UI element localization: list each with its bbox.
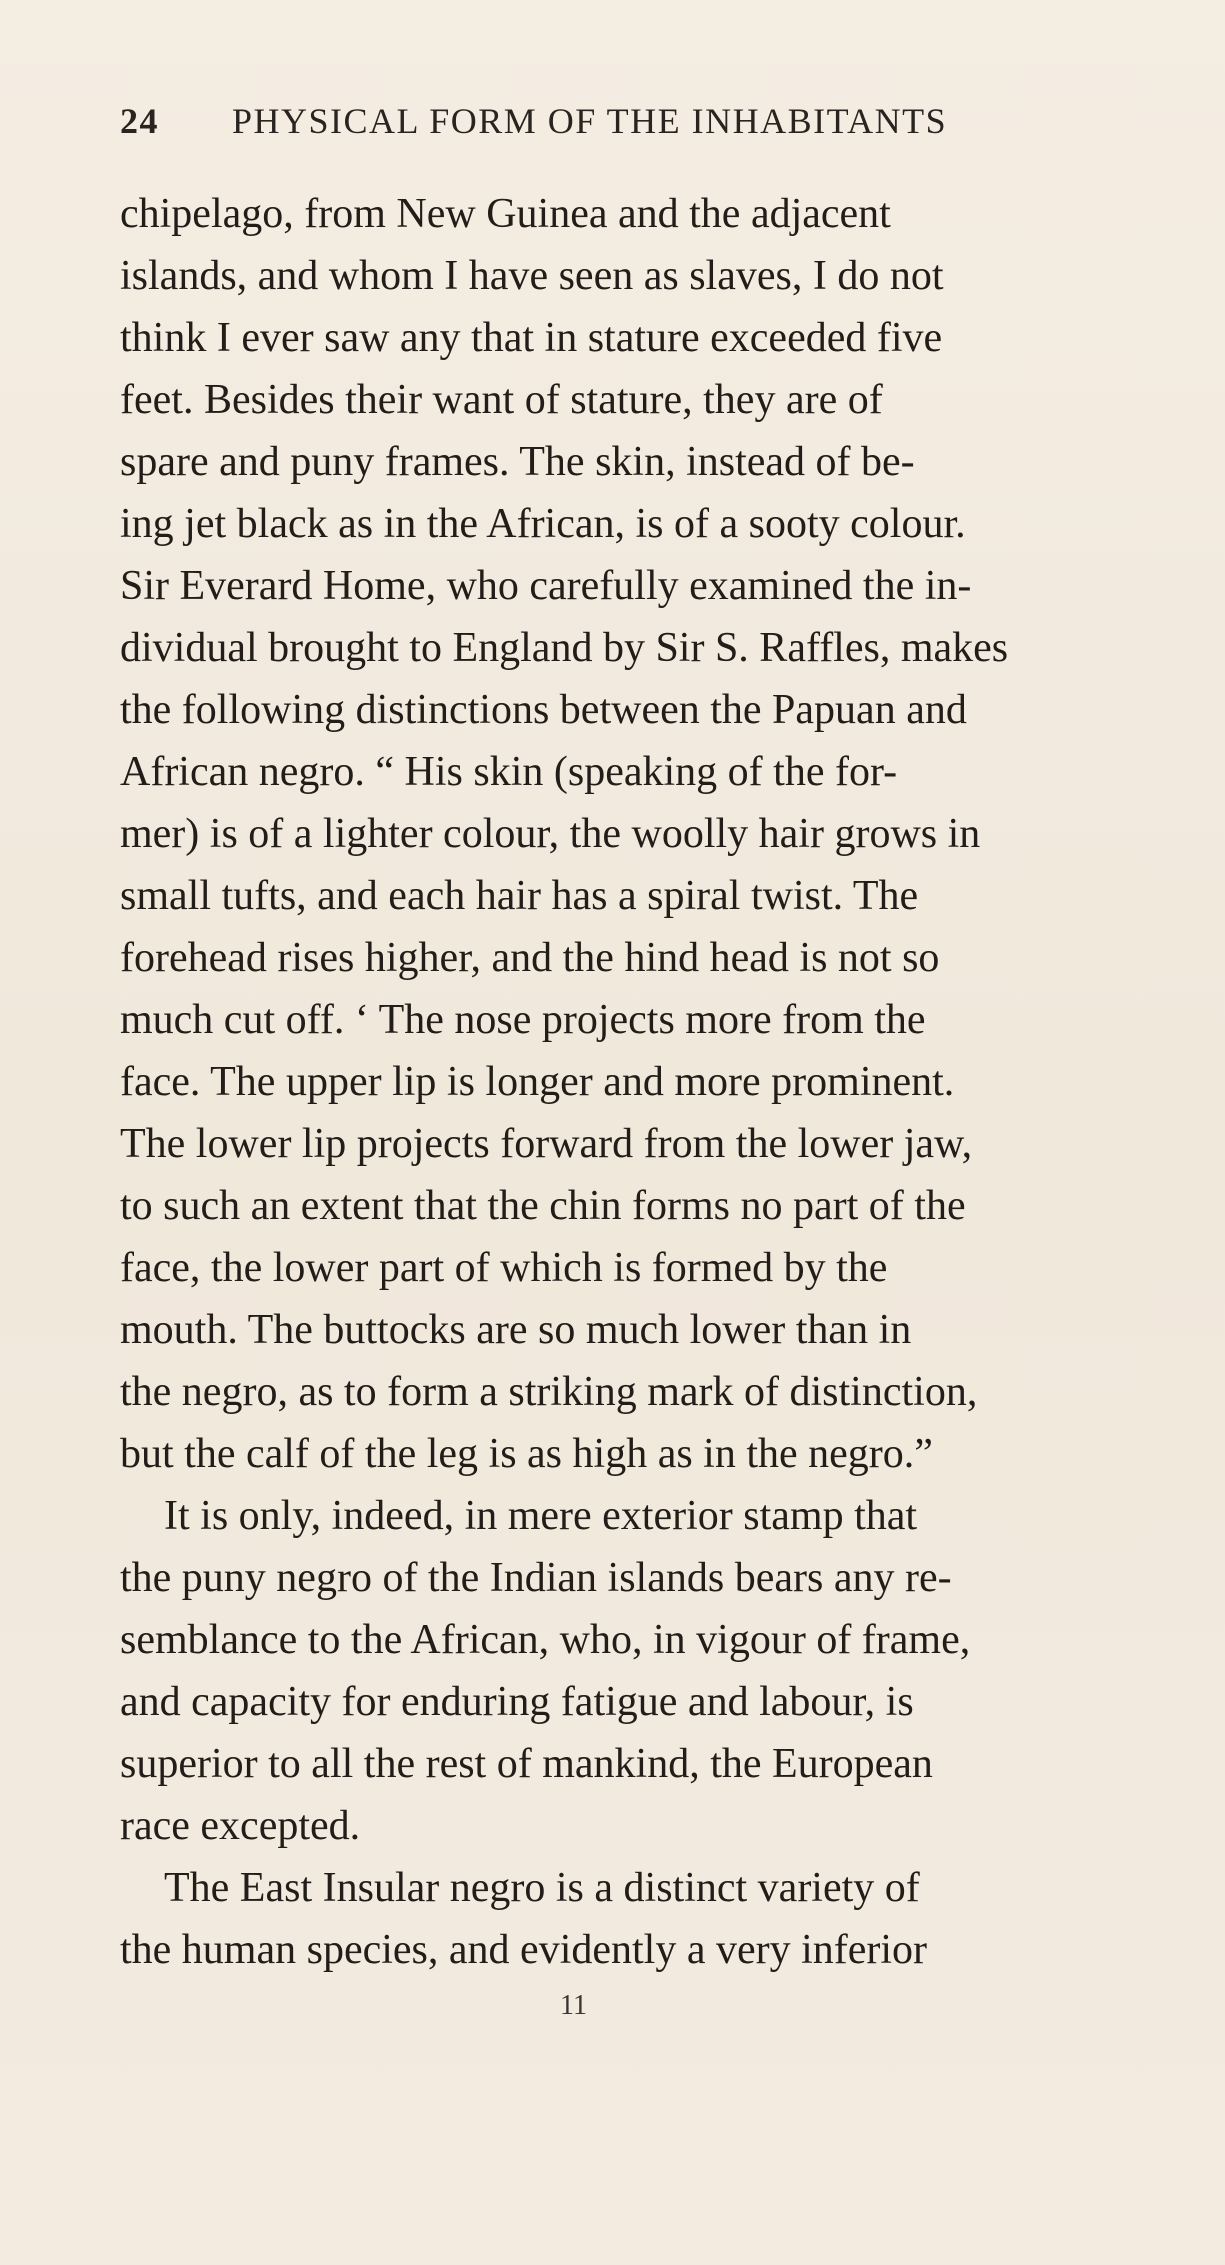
text-line: race excepted. [120, 1803, 361, 1849]
text-line: but the calf of the leg is as high as in the negro.” [120, 1431, 933, 1477]
text-line: the negro, as to form a striking mark of distinction, [120, 1369, 978, 1415]
text-line: spare and puny frames. The skin, instead of be- [120, 439, 915, 485]
text-line: mouth. The buttocks are so much lower than in [120, 1307, 912, 1353]
text-line: the following distinctions between the Papuan and [120, 687, 967, 733]
text-line: mer) is of a lighter colour, the woolly hair grows in [120, 811, 981, 857]
text-line: small tufts, and each hair has a spiral twist. The [120, 873, 919, 919]
text-line: to such an extent that the chin forms no part of the [120, 1183, 966, 1229]
text-line: Sir Everard Home, who carefully examined the in- [120, 563, 972, 609]
running-title: PHYSICAL FORM OF THE INHABITANTS [232, 101, 948, 141]
text-line: dividual brought to England by Sir S. Raffles, makes [120, 625, 1009, 671]
text-line: islands, and whom I have seen as slaves, I do not [120, 253, 944, 299]
text-line: think I ever saw any that in stature exceeded five [120, 315, 943, 361]
text-line: forehead rises higher, and the hind head is not so [120, 935, 940, 981]
text-line: It is only, indeed, in mere exterior stamp that [164, 1493, 918, 1539]
running-head [120, 100, 1120, 150]
text-line: face. The upper lip is longer and more prominent. [120, 1059, 955, 1105]
text-line: The East Insular negro is a distinct variety of [164, 1865, 920, 1911]
text-line: chipelago, from New Guinea and the adjacent [120, 191, 891, 237]
text-line: face, the lower part of which is formed by the [120, 1245, 888, 1291]
text-line: feet. Besides their want of stature, they are of [120, 377, 883, 423]
signature-mark: 11 [560, 1990, 587, 2021]
text-line: ing jet black as in the African, is of a sooty colour. [120, 501, 966, 547]
text-line: semblance to the African, who, in vigour of frame, [120, 1617, 971, 1663]
text-line: The lower lip projects forward from the lower jaw, [120, 1121, 973, 1167]
text-line: and capacity for enduring fatigue and labour, is [120, 1679, 914, 1725]
text-line: African negro. “ His skin (speaking of the for- [120, 749, 898, 795]
page-number: 24 [120, 101, 159, 141]
text-line: much cut off. ‘ The nose projects more from the [120, 997, 926, 1043]
text-line: the human species, and evidently a very inferior [120, 1927, 928, 1973]
text-line: superior to all the rest of mankind, the European [120, 1741, 933, 1787]
text-line: the puny negro of the Indian islands bears any re- [120, 1555, 952, 1601]
